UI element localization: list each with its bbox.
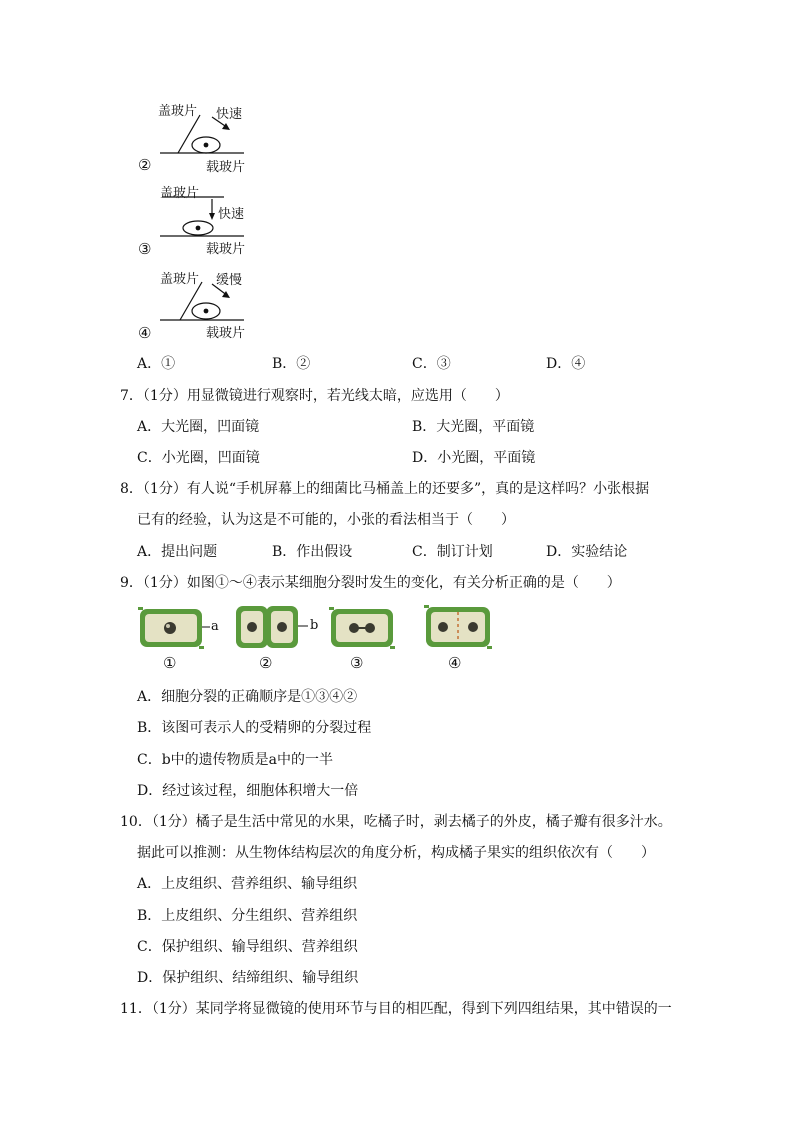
option-c[interactable]: C．③: [412, 356, 451, 372]
nucleus: [438, 622, 448, 632]
nucleus: [468, 622, 478, 632]
nucleus: [365, 623, 375, 633]
cell-label-3: ③: [350, 654, 364, 672]
cell-label-1: ①: [163, 654, 177, 672]
question-8-stem-line1: 8．（1分）有人说“手机屏幕上的细菌比马桶盖上的还要多”，真的是这样吗？小张根据: [120, 481, 650, 497]
coverslip-label: 盖玻片: [158, 104, 198, 119]
option-a[interactable]: A．①: [137, 356, 176, 372]
slide-label: 载玻片: [206, 242, 246, 257]
nucleus: [247, 622, 257, 632]
coverslip-label: 盖玻片: [160, 186, 200, 201]
option-b[interactable]: B．该图可表示人的受精卵的分裂过程: [137, 720, 372, 736]
diagram-number: ③: [138, 240, 152, 258]
marker-a: a: [211, 619, 219, 634]
speed-label: 快速: [218, 207, 245, 222]
cell-label-4: ④: [448, 654, 462, 672]
option-b[interactable]: B．②: [272, 356, 311, 372]
nucleus: [277, 622, 287, 632]
option-d[interactable]: D．小光圈，平面镜: [412, 450, 536, 466]
marker-b: b: [310, 618, 319, 633]
cell-1: [138, 607, 210, 649]
option-a[interactable]: A．大光圈，凹面镜: [137, 419, 260, 435]
coverslip-label: 盖玻片: [160, 272, 200, 287]
option-b[interactable]: B．作出假设: [272, 544, 353, 560]
nucleus: [349, 623, 359, 633]
slide-label: 载玻片: [206, 326, 246, 341]
question-10-stem-line2: 据此可以推测：从生物体结构层次的角度分析，构成橘子果实的组织依次有（ ）: [137, 845, 655, 861]
question-8-stem-line2: 已有的经验，认为这是不可能的，小张的看法相当于（ ）: [137, 512, 515, 528]
question-10-stem-line1: 10．（1分）橘子是生活中常见的水果，吃橘子时，剥去橘子的外皮，橘子瓣有很多汁水。: [120, 814, 672, 830]
option-d[interactable]: D．经过该过程，细胞体积增大一倍: [137, 783, 359, 799]
option-d[interactable]: D．实验结论: [546, 544, 628, 560]
option-c[interactable]: C．小光圈，凹面镜: [137, 450, 260, 466]
option-a[interactable]: A．上皮组织、营养组织、输导组织: [137, 876, 358, 892]
diagram-number: ④: [138, 324, 152, 342]
option-d[interactable]: D．④: [546, 356, 586, 372]
option-c[interactable]: C．制订计划: [412, 544, 493, 560]
speed-label: 快速: [216, 107, 243, 122]
cell-2: [236, 606, 308, 648]
option-a[interactable]: A．细胞分裂的正确顺序是①③④②: [137, 689, 358, 705]
question-9-stem: 9．（1分）如图①～④表示某细胞分裂时发生的变化，有关分析正确的是（ ）: [120, 575, 621, 591]
option-b[interactable]: B．大光圈，平面镜: [412, 419, 535, 435]
option-b[interactable]: B．上皮组织、分生组织、营养组织: [137, 908, 358, 924]
option-c[interactable]: C．b中的遗传物质是a中的一半: [137, 752, 334, 768]
option-a[interactable]: A．提出问题: [137, 544, 218, 560]
speed-label: 缓慢: [216, 273, 243, 288]
cell-4: [424, 605, 492, 649]
diagram-number: ②: [138, 156, 152, 174]
question-7-stem: 7．（1分）用显微镜进行观察时，若光线太暗，应选用（ ）: [120, 388, 509, 404]
option-d[interactable]: D．保护组织、结缔组织、输导组织: [137, 970, 359, 986]
nucleus: [164, 622, 176, 634]
question-11-stem-line1: 11．（1分）某同学将显微镜的使用环节与目的相匹配，得到下列四组结果，其中错误的一: [120, 1001, 672, 1017]
slide-label: 载玻片: [206, 160, 246, 175]
cell-3: [329, 607, 395, 649]
option-c[interactable]: C．保护组织、输导组织、营养组织: [137, 939, 358, 955]
cell-label-2: ②: [259, 654, 273, 672]
